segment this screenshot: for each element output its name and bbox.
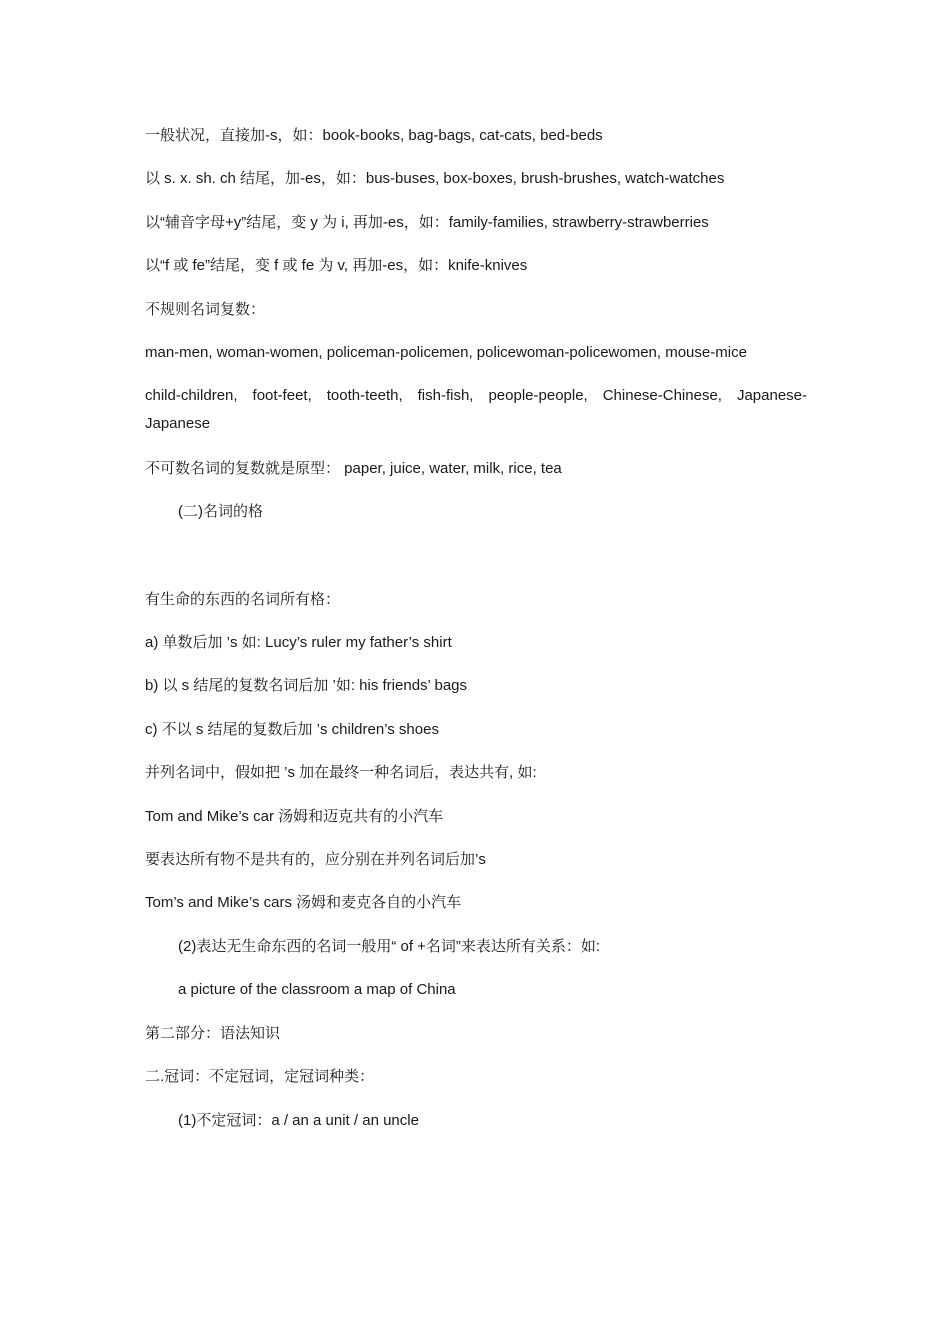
- section-heading-grammar: 第二部分：语法知识: [145, 1025, 281, 1042]
- text-line-rule-c: c) 不以 s 结尾的复数后加 ’s children’s shoes: [145, 721, 439, 738]
- text-line-inanimate-example: a picture of the classroom a map of China: [178, 981, 456, 998]
- text-line-rule-a: a) 单数后加 ’s 如: Lucy’s ruler my father’s shirt: [145, 634, 452, 651]
- text-line-uncountable: 不可数名词的复数就是原型： paper, juice, water, milk, rice, tea: [145, 460, 562, 477]
- text-line-irregular-2: child-children, foot-feet, tooth-teeth, fish-fish, people-people, Chinese-Chinese, Japanese-Japanese: [145, 387, 807, 432]
- text-line-indefinite-article: (1)不定冠词：a / an a unit / an uncle: [178, 1112, 419, 1129]
- text-line-plural-y: 以“辅音字母+y”结尾，变 y 为 i, 再加-es，如：family-families, strawberry-strawberries: [145, 214, 709, 231]
- text-line-separate-possession: 要表达所有物不是共有的，应分别在并列名词后加’s: [145, 851, 486, 868]
- text-line-plural-f: 以“f 或 fe”结尾，变 f 或 fe 为 v, 再加-es，如：knife-knives: [145, 257, 528, 274]
- text-line-plural-es: 以 s. x. sh. ch 结尾，加-es，如：bus-buses, box-boxes, brush-brushes, watch-watches: [145, 170, 725, 187]
- text-line-joint-example: Tom and Mike’s car 汤姆和迈克共有的小汽车: [145, 808, 444, 825]
- text-line-separate-example: Tom’s and Mike’s cars 汤姆和麦克各自的小汽车: [145, 894, 462, 911]
- text-line-inanimate-rule: (2)表达无生命东西的名词一般用“ of +名词”来表达所有关系：如:: [178, 938, 601, 955]
- text-line-rule-b: b) 以 s 结尾的复数名词后加 ’如: his friends’ bags: [145, 677, 468, 694]
- text-line-joint-possession: 并列名词中，假如把 ’s 加在最终一种名词后，表达共有, 如:: [145, 764, 537, 781]
- text-line-irregular-heading: 不规则名词复数：: [145, 301, 266, 318]
- text-line-articles: 二.冠词：不定冠词，定冠词种类：: [145, 1068, 375, 1085]
- section-heading-possessive: (二)名词的格: [178, 503, 263, 520]
- text-line-irregular-1: man-men, woman-women, policeman-policemen, policewoman-policewomen, mouse-mice: [145, 344, 747, 361]
- text-line-animate-possessive: 有生命的东西的名词所有格：: [145, 591, 341, 608]
- text-line-plural-general: 一般状况，直接加-s，如：book-books, bag-bags, cat-cats, bed-beds: [145, 127, 603, 144]
